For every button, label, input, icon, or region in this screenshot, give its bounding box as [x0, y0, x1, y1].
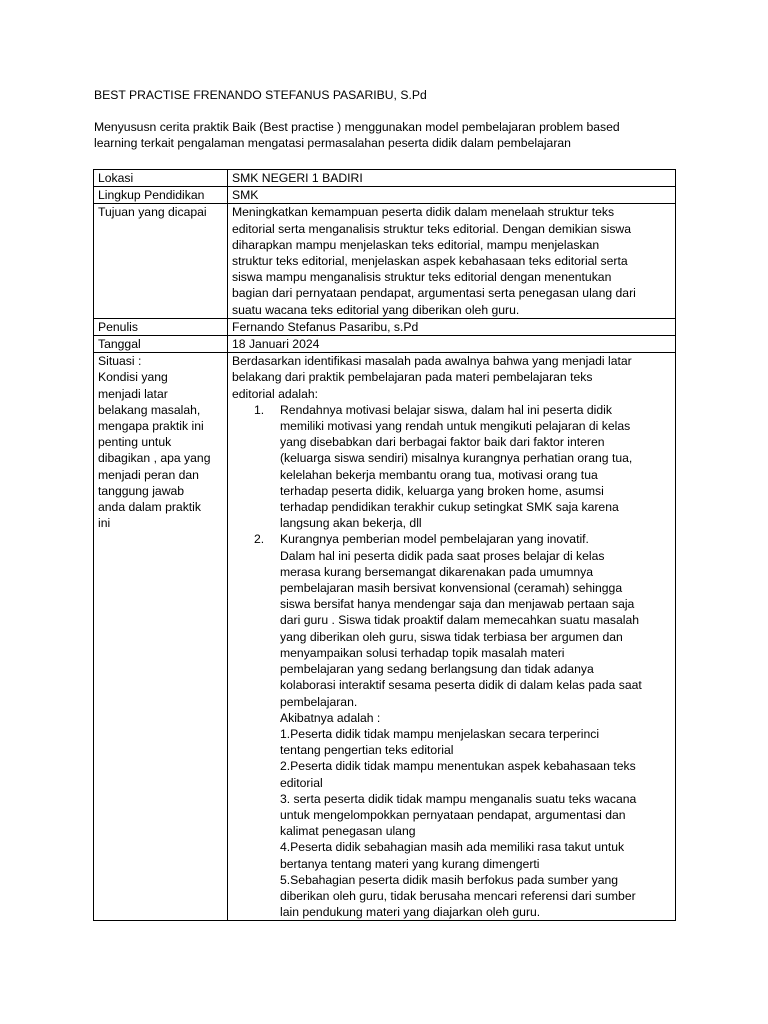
item-line: merasa kurang bersemangat dikarenakan pada umumnya [280, 564, 593, 579]
situasi-label-line: penting untuk [98, 435, 172, 450]
situasi-intro-line: Berdasarkan identifikasi masalah pada awalnya bahwa yang menjadi latar [232, 354, 632, 369]
item-line: siswa bersifat hanya mendengar saja dan menjawab pertaan saja [280, 597, 635, 612]
item-line: kolaborasi interaktif sesama peserta didik di dalam kelas pada saat [280, 678, 642, 693]
situasi-label-line: Kondisi yang [98, 370, 168, 385]
list-number: 2. [254, 532, 265, 547]
label-lokasi: Lokasi [94, 170, 228, 187]
row-situasi [94, 353, 676, 921]
item-line: 5.Sebahagian peserta didik masih berfokus pada sumber yang [280, 872, 619, 887]
value-lingkup: SMK [228, 187, 676, 204]
tujuan-line: struktur teks editorial, menjelaskan aspek kebahasaan teks editorial serta [232, 254, 628, 269]
situasi-label-line: anda dalam praktik [98, 500, 201, 515]
item-line: Rendahnya motivasi belajar siswa, dalam hal ini peserta didik [280, 402, 612, 417]
situasi-label-line: menjadi latar [98, 386, 168, 401]
item-line: menyampaikan solusi terhadap topik masalah materi [280, 645, 565, 660]
tujuan-line: siswa mampu menganalisis struktur teks editorial dengan menentukan [232, 270, 612, 285]
tujuan-line: diharapkan mampu menjelaskan teks editorial, mampu menjelaskan [232, 237, 600, 252]
label-penulis: Penulis [94, 318, 228, 335]
item-line: memiliki motivasi yang rendah untuk mengikuti pelajaran di kelas [280, 419, 631, 434]
situasi-label-line: mengapa praktik ini [98, 419, 204, 434]
row-tujuan [94, 204, 676, 318]
item-line: (keluarga siswa sendiri) misalnya kurangnya perhatian orang tua, [280, 451, 633, 466]
tujuan-line: bagian dari pernyataan pendapat, argumentasi serta penegasan ulang dari [232, 286, 636, 301]
situasi-label-line: tanggung jawab [98, 483, 185, 498]
item-line: pembelajaran. [280, 694, 358, 709]
item-line: Akibatnya adalah : [280, 710, 381, 725]
label-lingkup: Lingkup Pendidikan [94, 187, 228, 204]
item-line: 4.Peserta didik sebahagian masih ada memiliki rasa takut untuk [280, 840, 625, 855]
list-item [232, 402, 672, 532]
item-line: editorial [280, 775, 323, 790]
item-line: Dalam hal ini peserta didik pada saat proses belajar di kelas [280, 548, 605, 563]
situasi-label-line: ini [98, 516, 111, 531]
item-line: kalimat penegasan ulang [280, 824, 416, 839]
label-tujuan: Tujuan yang dicapai [94, 204, 228, 318]
intro-line: learning terkait pengalaman mengatasi permasalahan peserta didik dalam pembelajaran [94, 136, 571, 151]
situasi-label-line: dibagikan , apa yang [98, 451, 211, 466]
value-tujuan [228, 204, 676, 318]
label-tanggal: Tanggal [94, 336, 228, 353]
list-item [232, 531, 672, 920]
item-line: pembelajaran masih bersivat konvensional (ceramah) sehingga [280, 581, 623, 596]
situasi-label-line: menjadi peran dan [98, 467, 199, 482]
situasi-list [232, 402, 672, 921]
situasi-intro-line: belakang dari praktik pembelajaran pada materi pembelajaran teks [232, 370, 593, 385]
value-penulis: Fernando Stefanus Pasaribu, s.Pd [228, 318, 676, 335]
tujuan-line: suatu wacana teks editorial yang diberikan oleh guru. [232, 302, 520, 317]
best-practice-table [93, 169, 676, 921]
row-lokasi [94, 170, 676, 187]
list-number: 1. [254, 402, 265, 417]
intro-line: Menyususn cerita praktik Baik (Best practise ) menggunakan model pembelajaran problem based [94, 120, 620, 134]
item-line: lain pendukung materi yang diajarkan oleh guru. [280, 905, 541, 920]
label-situasi [94, 353, 228, 921]
situasi-intro-line: editorial adalah: [232, 386, 319, 401]
item-line: dari guru . Siswa tidak proaktif dalam memecahkan suatu masalah [280, 613, 640, 628]
item-line: untuk mengelompokkan pernyataan pendapat, argumentasi dan [280, 807, 626, 822]
item-line: 3. serta peserta didik tidak mampu menganalis suatu teks wacana [280, 791, 637, 806]
item-line: pembelajaran yang sedang berlangsung dan tidak adanya [280, 662, 594, 677]
situasi-label-line: Situasi : [98, 354, 142, 369]
row-lingkup [94, 187, 676, 204]
document-intro [94, 119, 684, 151]
item-line: yang diberikan oleh guru, siswa tidak terbiasa ber argumen dan [280, 629, 623, 644]
row-tanggal [94, 336, 676, 353]
value-situasi [228, 353, 676, 921]
tujuan-line: Meningkatkan kemampuan peserta didik dalam menelaah struktur teks [232, 205, 615, 220]
item-line: bertanya tentang materi yang kurang dimengerti [280, 856, 540, 871]
item-line: terhadap peserta didik, keluarga yang broken home, asumsi [280, 483, 604, 498]
value-lokasi: SMK NEGERI 1 BADIRI [228, 170, 676, 187]
situasi-label-line: belakang masalah, [98, 402, 201, 417]
item-line: langsung akan bekerja, dll [280, 516, 422, 531]
item-line: Kurangnya pemberian model pembelajaran yang inovatif. [280, 532, 589, 547]
row-penulis [94, 318, 676, 335]
item-line: yang disebabkan dari berbagai faktor baik dari faktor interen [280, 435, 605, 450]
value-tanggal: 18 Januari 2024 [228, 336, 676, 353]
document-title: BEST PRACTISE FRENANDO STEFANUS PASARIBU, S.Pd [94, 88, 427, 102]
item-line: kelelahan bekerja membantu orang tua, motivasi orang tua [280, 467, 598, 482]
item-line: terhadap pendidikan terakhir cukup setingkat SMK saja karena [280, 500, 619, 515]
item-line: diberikan oleh guru, tidak berusaha mencari referensi dari sumber [280, 888, 636, 903]
item-line: 1.Peserta didik tidak mampu menjelaskan secara terperinci [280, 726, 600, 741]
item-line: tentang pengertian teks editorial [280, 743, 454, 758]
tujuan-line: editorial serta menganalisis struktur teks editorial. Dengan demikian siswa [232, 221, 631, 236]
item-line: 2.Peserta didik tidak mampu menentukan aspek kebahasaan teks [280, 759, 636, 774]
